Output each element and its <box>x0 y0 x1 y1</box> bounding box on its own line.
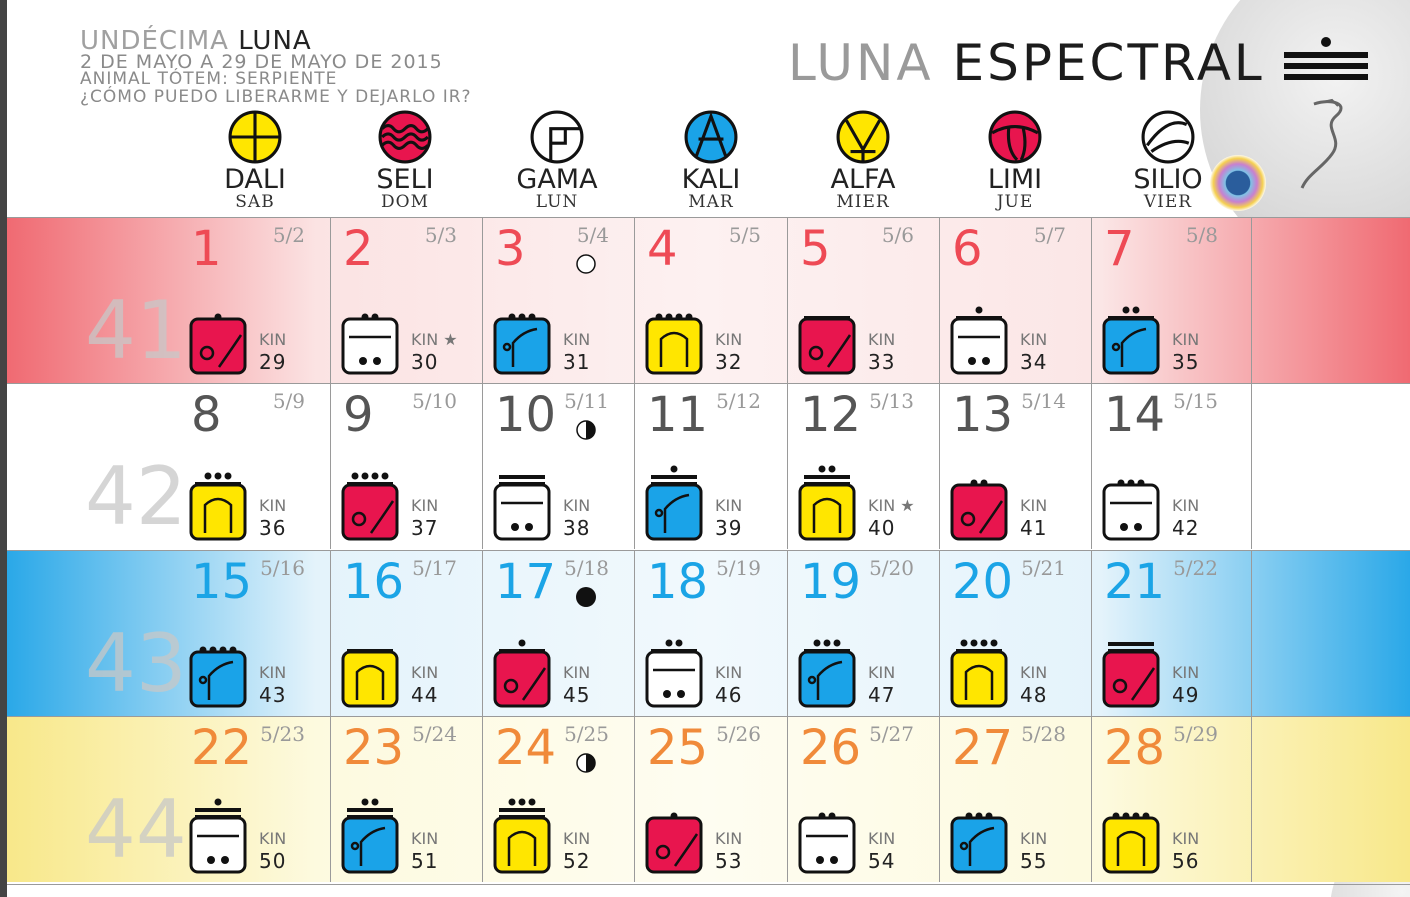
solar-seal-blue-icon <box>950 816 1008 874</box>
day-number: 14 <box>1104 387 1166 443</box>
day-number: 19 <box>800 554 862 610</box>
day-number: 23 <box>343 720 405 776</box>
grid-line <box>7 884 1410 885</box>
week-row-44 <box>7 716 1410 882</box>
kin-number: 44 <box>411 683 439 707</box>
kin-number: 48 <box>1020 683 1048 707</box>
weekday-label: VIER <box>1143 192 1193 212</box>
kin-label: KIN <box>1020 330 1048 349</box>
day-cell[interactable] <box>788 550 940 716</box>
day-cell[interactable] <box>788 217 940 383</box>
solar-seal-white-icon <box>798 816 856 874</box>
plasma-name: SELI <box>376 164 434 195</box>
day-number: 18 <box>647 554 709 610</box>
kin-label: KIN <box>259 496 287 515</box>
kin-number: 39 <box>715 516 743 540</box>
kin-label: KIN <box>715 663 743 682</box>
gregorian-date: 5/9 <box>272 389 305 413</box>
day-cell[interactable] <box>483 550 635 716</box>
kin-label: KIN <box>1172 496 1200 515</box>
gregorian-date: 5/16 <box>260 556 305 580</box>
gregorian-date: 5/2 <box>272 223 305 247</box>
day-number: 25 <box>647 720 709 776</box>
kin-number: 46 <box>715 683 743 707</box>
gregorian-date: 5/11 <box>564 389 609 413</box>
day-cell[interactable] <box>483 716 635 882</box>
column-header-dali <box>179 110 331 210</box>
kin-label: KIN <box>715 496 743 515</box>
kin-number: 40 <box>868 516 896 540</box>
kin-number: 43 <box>259 683 287 707</box>
kin-number: 42 <box>1172 516 1200 540</box>
limi-plasma-icon <box>988 110 1042 164</box>
gregorian-date: 5/14 <box>1021 389 1066 413</box>
gregorian-date: 5/12 <box>716 389 761 413</box>
gregorian-date: 5/19 <box>716 556 761 580</box>
column-header-gama <box>481 110 633 210</box>
star-icon: ★ <box>438 330 458 349</box>
day-number: 5 <box>800 221 831 277</box>
week-number: 42 <box>85 450 187 543</box>
kin-number: 56 <box>1172 849 1200 873</box>
day-cell[interactable] <box>788 383 940 549</box>
solar-seal-white-icon <box>189 816 247 874</box>
grid-line <box>7 217 1410 218</box>
grid-line <box>7 550 1410 551</box>
alfa-plasma-icon <box>836 110 890 164</box>
week-number: 44 <box>85 783 187 876</box>
gregorian-date: 5/27 <box>869 722 914 746</box>
column-header-seli <box>329 110 481 210</box>
day-cell[interactable] <box>635 217 788 383</box>
weekday-label: LUN <box>535 192 579 212</box>
kin-label: KIN <box>1172 663 1200 682</box>
week-row-41 <box>7 217 1410 383</box>
kin-label: KIN <box>563 663 591 682</box>
day-number: 22 <box>191 720 253 776</box>
day-number: 10 <box>495 387 557 443</box>
gregorian-date: 5/20 <box>869 556 914 580</box>
weekday-label: DOM <box>381 192 429 212</box>
solar-seal-white-icon <box>645 650 703 708</box>
day-number: 28 <box>1104 720 1166 776</box>
solar-seal-blue-icon <box>493 317 551 375</box>
solar-seal-yellow-icon <box>189 483 247 541</box>
star-icon: ★ <box>895 496 915 515</box>
day-cell[interactable] <box>635 716 788 882</box>
kin-label: KIN ★ <box>868 496 915 515</box>
gregorian-date: 5/15 <box>1173 389 1218 413</box>
kin-label: KIN <box>1020 663 1048 682</box>
solar-seal-red-icon <box>341 483 399 541</box>
solar-seal-yellow-icon <box>798 483 856 541</box>
day-cell[interactable] <box>788 716 940 882</box>
kin-number: 50 <box>259 849 287 873</box>
kin-label: KIN ★ <box>411 330 458 349</box>
day-cell[interactable] <box>635 383 788 549</box>
day-number: 2 <box>343 221 374 277</box>
gregorian-date: 5/21 <box>1021 556 1066 580</box>
day-cell[interactable] <box>635 550 788 716</box>
week-row-43 <box>7 550 1410 716</box>
date-range: 2 DE MAYO A 29 DE MAYO DE 2015 <box>80 51 443 73</box>
kin-label: KIN <box>715 330 743 349</box>
earth-icon <box>1210 155 1266 211</box>
kin-label: KIN <box>563 330 591 349</box>
solar-seal-red-icon <box>798 317 856 375</box>
kin-number: 45 <box>563 683 591 707</box>
dali-plasma-icon <box>228 110 282 164</box>
kin-label: KIN <box>715 829 743 848</box>
weekday-label: SAB <box>235 192 275 212</box>
day-number: 9 <box>343 387 374 443</box>
day-cell[interactable] <box>7 550 331 716</box>
kin-number: 36 <box>259 516 287 540</box>
day-number: 17 <box>495 554 557 610</box>
plasma-name: DALI <box>224 164 286 195</box>
gregorian-date: 5/10 <box>412 389 457 413</box>
day-number: 26 <box>800 720 862 776</box>
plasma-name: GAMA <box>516 164 598 195</box>
day-cell[interactable] <box>7 217 331 383</box>
solar-seal-red-icon <box>1102 650 1160 708</box>
gregorian-date: 5/5 <box>728 223 761 247</box>
kin-label: KIN <box>868 663 896 682</box>
kin-label: KIN <box>411 663 439 682</box>
day-cell[interactable] <box>1092 217 1252 383</box>
day-cell[interactable] <box>483 383 635 549</box>
kin-number: 55 <box>1020 849 1048 873</box>
column-header-kali <box>635 110 787 210</box>
day-number: 20 <box>952 554 1014 610</box>
solar-seal-red-icon <box>645 816 703 874</box>
week-number: 41 <box>85 284 187 377</box>
day-cell[interactable] <box>483 217 635 383</box>
day-cell[interactable] <box>1092 716 1252 882</box>
gregorian-date: 5/25 <box>564 722 609 746</box>
day-number: 15 <box>191 554 253 610</box>
gregorian-date: 5/7 <box>1033 223 1066 247</box>
totem-animal: ANIMAL TÓTEM: SERPIENTE <box>80 69 338 89</box>
solar-seal-red-icon <box>493 650 551 708</box>
moon-label: UNDÉCIMA LUNA <box>80 26 312 56</box>
seli-plasma-icon <box>378 110 432 164</box>
page-title: LUNA ESPECTRAL <box>788 34 1265 92</box>
plasma-name: KALI <box>681 164 741 195</box>
silio-plasma-icon <box>1141 110 1195 164</box>
day-cell[interactable] <box>1092 550 1252 716</box>
moon-phase-full-icon <box>575 253 597 275</box>
kin-number: 34 <box>1020 350 1048 374</box>
solar-seal-yellow-icon <box>493 816 551 874</box>
solar-seal-blue-icon <box>1102 317 1160 375</box>
moon-phase-half-icon <box>575 752 597 774</box>
kali-plasma-icon <box>684 110 738 164</box>
day-cell[interactable] <box>331 383 483 549</box>
plasma-name: LIMI <box>987 164 1043 195</box>
moon-phase-half-icon <box>575 419 597 441</box>
day-number: 7 <box>1104 221 1135 277</box>
gregorian-date: 5/18 <box>564 556 609 580</box>
kin-label: KIN <box>563 496 591 515</box>
day-cell[interactable] <box>940 550 1092 716</box>
solar-seal-red-icon <box>189 317 247 375</box>
solar-seal-blue-icon <box>645 483 703 541</box>
kin-label: KIN <box>1172 829 1200 848</box>
kin-label: KIN <box>868 829 896 848</box>
gama-plasma-icon <box>530 110 584 164</box>
moon-question: ¿CÓMO PUEDO LIBERARME Y DEJARLO IR? <box>80 87 472 107</box>
gregorian-date: 5/3 <box>424 223 457 247</box>
day-cell[interactable] <box>940 716 1092 882</box>
gregorian-date: 5/13 <box>869 389 914 413</box>
kin-label: KIN <box>1020 829 1048 848</box>
day-number: 4 <box>647 221 678 277</box>
day-number: 27 <box>952 720 1014 776</box>
day-number: 11 <box>647 387 709 443</box>
kin-label: KIN <box>259 330 287 349</box>
gregorian-date: 5/26 <box>716 722 761 746</box>
day-cell[interactable] <box>331 550 483 716</box>
kin-number: 53 <box>715 849 743 873</box>
day-number: 12 <box>800 387 862 443</box>
kin-number: 35 <box>1172 350 1200 374</box>
weekday-label: MAR <box>688 192 734 212</box>
gregorian-date: 5/23 <box>260 722 305 746</box>
left-border <box>0 0 7 897</box>
kin-number: 38 <box>563 516 591 540</box>
kin-number: 54 <box>868 849 896 873</box>
kin-label: KIN <box>1172 330 1200 349</box>
week-number: 43 <box>85 617 187 710</box>
day-number: 3 <box>495 221 526 277</box>
gregorian-date: 5/17 <box>412 556 457 580</box>
gregorian-date: 5/29 <box>1173 722 1218 746</box>
solar-seal-yellow-icon <box>1102 816 1160 874</box>
kin-label: KIN <box>259 663 287 682</box>
moon-phase-new-icon <box>575 586 597 608</box>
column-header-alfa <box>787 110 939 210</box>
solar-seal-blue-icon <box>189 650 247 708</box>
day-cell[interactable] <box>331 716 483 882</box>
column-header-limi <box>939 110 1091 210</box>
day-cell[interactable] <box>940 217 1092 383</box>
kin-label: KIN <box>1020 496 1048 515</box>
kin-number: 31 <box>563 350 591 374</box>
solar-seal-red-icon <box>950 483 1008 541</box>
weekday-label: MIER <box>836 192 890 212</box>
grid-line <box>7 383 1410 384</box>
plasma-name: ALFA <box>830 164 896 195</box>
day-number: 8 <box>191 387 222 443</box>
kin-number: 32 <box>715 350 743 374</box>
kin-number: 52 <box>563 849 591 873</box>
solar-seal-white-icon <box>341 317 399 375</box>
solar-seal-white-icon <box>493 483 551 541</box>
day-cell[interactable] <box>331 217 483 383</box>
gregorian-date: 5/4 <box>576 223 609 247</box>
solar-seal-yellow-icon <box>645 317 703 375</box>
solar-seal-blue-icon <box>341 816 399 874</box>
solar-seal-white-icon <box>1102 483 1160 541</box>
kin-label: KIN <box>259 829 287 848</box>
grid-line <box>7 716 1410 717</box>
solar-seal-yellow-icon <box>341 650 399 708</box>
day-number: 21 <box>1104 554 1166 610</box>
kin-label: KIN <box>411 496 439 515</box>
kin-number: 47 <box>868 683 896 707</box>
kin-number: 33 <box>868 350 896 374</box>
day-number: 13 <box>952 387 1014 443</box>
day-cell[interactable] <box>7 716 331 882</box>
solar-seal-yellow-icon <box>950 650 1008 708</box>
week-row-42 <box>7 383 1410 549</box>
kin-number: 49 <box>1172 683 1200 707</box>
gregorian-date: 5/6 <box>881 223 914 247</box>
gregorian-date: 5/24 <box>412 722 457 746</box>
solar-seal-blue-icon <box>798 650 856 708</box>
serpent-totem-icon <box>1292 94 1354 192</box>
kin-number: 51 <box>411 849 439 873</box>
kin-label: KIN <box>563 829 591 848</box>
day-cell[interactable] <box>7 383 331 549</box>
tone-eleven-icon <box>1284 36 1368 82</box>
gregorian-date: 5/8 <box>1185 223 1218 247</box>
plasma-name: SILIO <box>1133 164 1203 195</box>
day-number: 1 <box>191 221 222 277</box>
weekday-label: JUE <box>996 192 1034 212</box>
gregorian-date: 5/22 <box>1173 556 1218 580</box>
day-number: 24 <box>495 720 557 776</box>
day-cell[interactable] <box>940 383 1092 549</box>
day-cell[interactable] <box>1092 383 1252 549</box>
day-number: 16 <box>343 554 405 610</box>
gregorian-date: 5/28 <box>1021 722 1066 746</box>
kin-number: 29 <box>259 350 287 374</box>
kin-number: 30 <box>411 350 439 374</box>
solar-seal-white-icon <box>950 317 1008 375</box>
kin-label: KIN <box>411 829 439 848</box>
day-number: 6 <box>952 221 983 277</box>
kin-number: 41 <box>1020 516 1048 540</box>
kin-number: 37 <box>411 516 439 540</box>
kin-label: KIN <box>868 330 896 349</box>
